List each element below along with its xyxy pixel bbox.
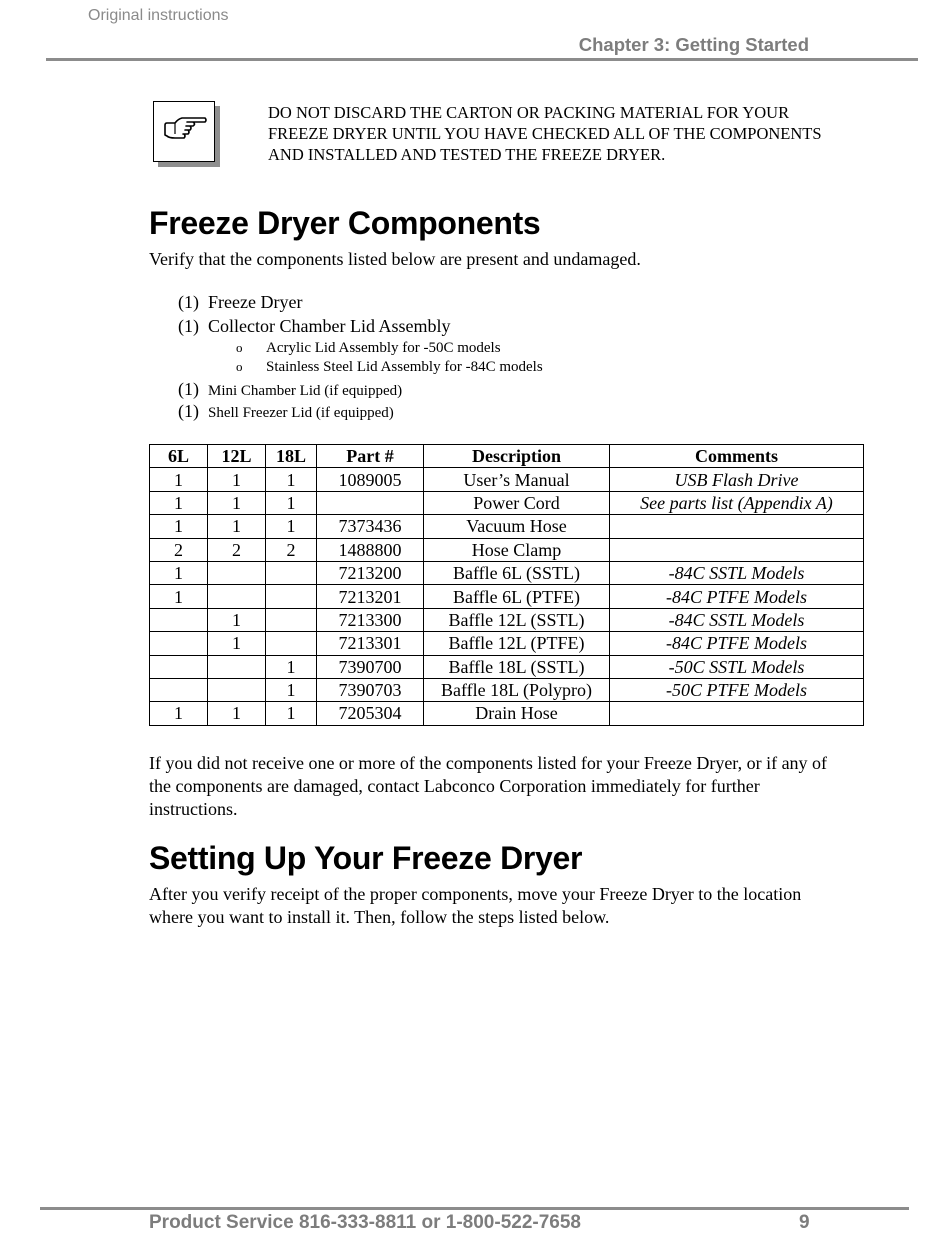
column-header: 18L	[266, 445, 317, 468]
components-table	[149, 444, 864, 726]
table-cell: USB Flash Drive	[610, 468, 864, 491]
list-item-qty: (1)	[178, 401, 199, 421]
table-cell: Power Cord	[424, 491, 610, 514]
column-header: Part #	[317, 445, 424, 468]
table-cell: 1	[208, 608, 266, 631]
missing-components-note: If you did not receive one or more of the components listed for your Freeze Dryer, or if any of the components are damaged, contact Labconco Corporation immediately for further instructions.	[149, 753, 828, 819]
column-header: Description	[424, 445, 610, 468]
sub-list-item	[236, 340, 501, 357]
table-cell: 7213200	[317, 561, 424, 584]
table-cell: 7205304	[317, 702, 424, 725]
table-cell: -84C SSTL Models	[610, 561, 864, 584]
note-warning-text: DO NOT DISCARD THE CARTON OR PACKING MATERIAL FOR YOUR FREEZE DRYER UNTIL YOU HAVE CHECKED ALL OF THE COMPONENTS AND INSTALLED AND TESTED THE FREEZE DRYER.	[268, 103, 822, 164]
sub-list-item-label: Stainless Steel Lid Assembly for -84C models	[266, 359, 543, 375]
column-header: 6L	[150, 445, 208, 468]
table-cell: 1	[208, 468, 266, 491]
table-cell: 2	[266, 538, 317, 561]
pointing-hand-icon	[163, 115, 207, 145]
table-cell: -50C SSTL Models	[610, 655, 864, 678]
table-header-row	[150, 445, 864, 468]
table-cell: Vacuum Hose	[424, 515, 610, 538]
table-cell: Baffle 12L (SSTL)	[424, 608, 610, 631]
list-item	[178, 379, 402, 400]
sub-list-item-label: Acrylic Lid Assembly for -50C models	[266, 340, 501, 356]
table-row	[150, 468, 864, 491]
bullet-icon: o	[236, 340, 243, 355]
table-cell: Baffle 6L (SSTL)	[424, 561, 610, 584]
table-cell: 1	[266, 468, 317, 491]
table-cell: 1488800	[317, 538, 424, 561]
table-cell: 7373436	[317, 515, 424, 538]
table-cell: 1	[208, 702, 266, 725]
column-header: Comments	[610, 445, 864, 468]
table-row	[150, 655, 864, 678]
table-cell	[610, 538, 864, 561]
original-instructions-label: Original instructions	[88, 7, 229, 24]
chapter-title: Chapter 3: Getting Started	[578, 34, 809, 55]
table-cell: 1	[266, 515, 317, 538]
table-cell: 7213301	[317, 632, 424, 655]
table-cell	[208, 561, 266, 584]
table-cell: 1	[150, 702, 208, 725]
table-cell: User’s Manual	[424, 468, 610, 491]
table-cell: Drain Hose	[424, 702, 610, 725]
table-cell: Hose Clamp	[424, 538, 610, 561]
table-cell: 1	[266, 678, 317, 701]
list-item-qty: (1)	[178, 292, 199, 312]
table-cell: 1089005	[317, 468, 424, 491]
list-item	[178, 292, 302, 313]
table-cell: -84C SSTL Models	[610, 608, 864, 631]
table-cell	[317, 491, 424, 514]
table-row	[150, 608, 864, 631]
table-cell: Baffle 18L (SSTL)	[424, 655, 610, 678]
table-cell: -84C PTFE Models	[610, 585, 864, 608]
table-cell: 1	[150, 491, 208, 514]
table-cell	[150, 632, 208, 655]
table-cell: 7390703	[317, 678, 424, 701]
table-body	[150, 468, 864, 725]
table-cell: 2	[150, 538, 208, 561]
table-cell	[150, 655, 208, 678]
header-divider	[46, 58, 918, 61]
list-item-label: Collector Chamber Lid Assembly	[208, 316, 451, 336]
list-item	[178, 401, 394, 422]
table-cell	[610, 515, 864, 538]
table-row	[150, 678, 864, 701]
list-item	[178, 316, 450, 337]
table-cell: Baffle 6L (PTFE)	[424, 585, 610, 608]
table-cell: 2	[208, 538, 266, 561]
table-cell	[266, 561, 317, 584]
table-row	[150, 491, 864, 514]
table-cell: 7390700	[317, 655, 424, 678]
table-row	[150, 585, 864, 608]
table-cell	[150, 678, 208, 701]
table-row	[150, 538, 864, 561]
table-cell	[266, 632, 317, 655]
table-cell	[266, 608, 317, 631]
table-row	[150, 515, 864, 538]
list-item-qty: (1)	[178, 379, 199, 399]
column-header: 12L	[208, 445, 266, 468]
footer-service-contact: Product Service 816-333-8811 or 1-800-522-7658	[149, 1212, 581, 1233]
table-cell	[266, 585, 317, 608]
bullet-icon: o	[236, 359, 243, 374]
table-cell: 1	[208, 515, 266, 538]
list-item-label: Mini Chamber Lid (if equipped)	[208, 383, 403, 399]
footer-divider	[40, 1207, 909, 1210]
table-cell: -84C PTFE Models	[610, 632, 864, 655]
table-cell: 1	[150, 515, 208, 538]
sub-list-item	[236, 359, 543, 376]
table-cell: 1	[208, 491, 266, 514]
table-cell	[208, 585, 266, 608]
setup-intro: After you verify receipt of the proper components, move your Freeze Dryer to the location where you want to install it. Then, follow the steps listed below.	[149, 884, 802, 927]
table-cell: 1	[208, 632, 266, 655]
table-cell: 1	[266, 702, 317, 725]
table-row	[150, 702, 864, 725]
table-cell: 7213201	[317, 585, 424, 608]
list-item-label: Freeze Dryer	[208, 292, 303, 312]
note-callout-box	[153, 101, 215, 162]
table-cell	[208, 678, 266, 701]
components-intro: Verify that the components listed below are present and undamaged.	[149, 249, 641, 269]
page-number: 9	[799, 1212, 810, 1233]
table-row	[150, 561, 864, 584]
table-cell: 1	[150, 468, 208, 491]
section-heading-setup: Setting Up Your Freeze Dryer	[149, 840, 583, 876]
table-cell: Baffle 18L (Polypro)	[424, 678, 610, 701]
table-cell: 1	[150, 561, 208, 584]
list-item-qty: (1)	[178, 316, 199, 336]
table-cell	[610, 702, 864, 725]
table-cell: See parts list (Appendix A)	[610, 491, 864, 514]
section-heading-components: Freeze Dryer Components	[149, 205, 541, 241]
table-row	[150, 632, 864, 655]
table-cell: -50C PTFE Models	[610, 678, 864, 701]
table-cell	[150, 608, 208, 631]
list-item-label: Shell Freezer Lid (if equipped)	[208, 405, 394, 421]
table-cell: 1	[266, 655, 317, 678]
table-cell: 1	[150, 585, 208, 608]
table-cell: 7213300	[317, 608, 424, 631]
table-cell: 1	[266, 491, 317, 514]
table-cell	[208, 655, 266, 678]
table-cell: Baffle 12L (PTFE)	[424, 632, 610, 655]
